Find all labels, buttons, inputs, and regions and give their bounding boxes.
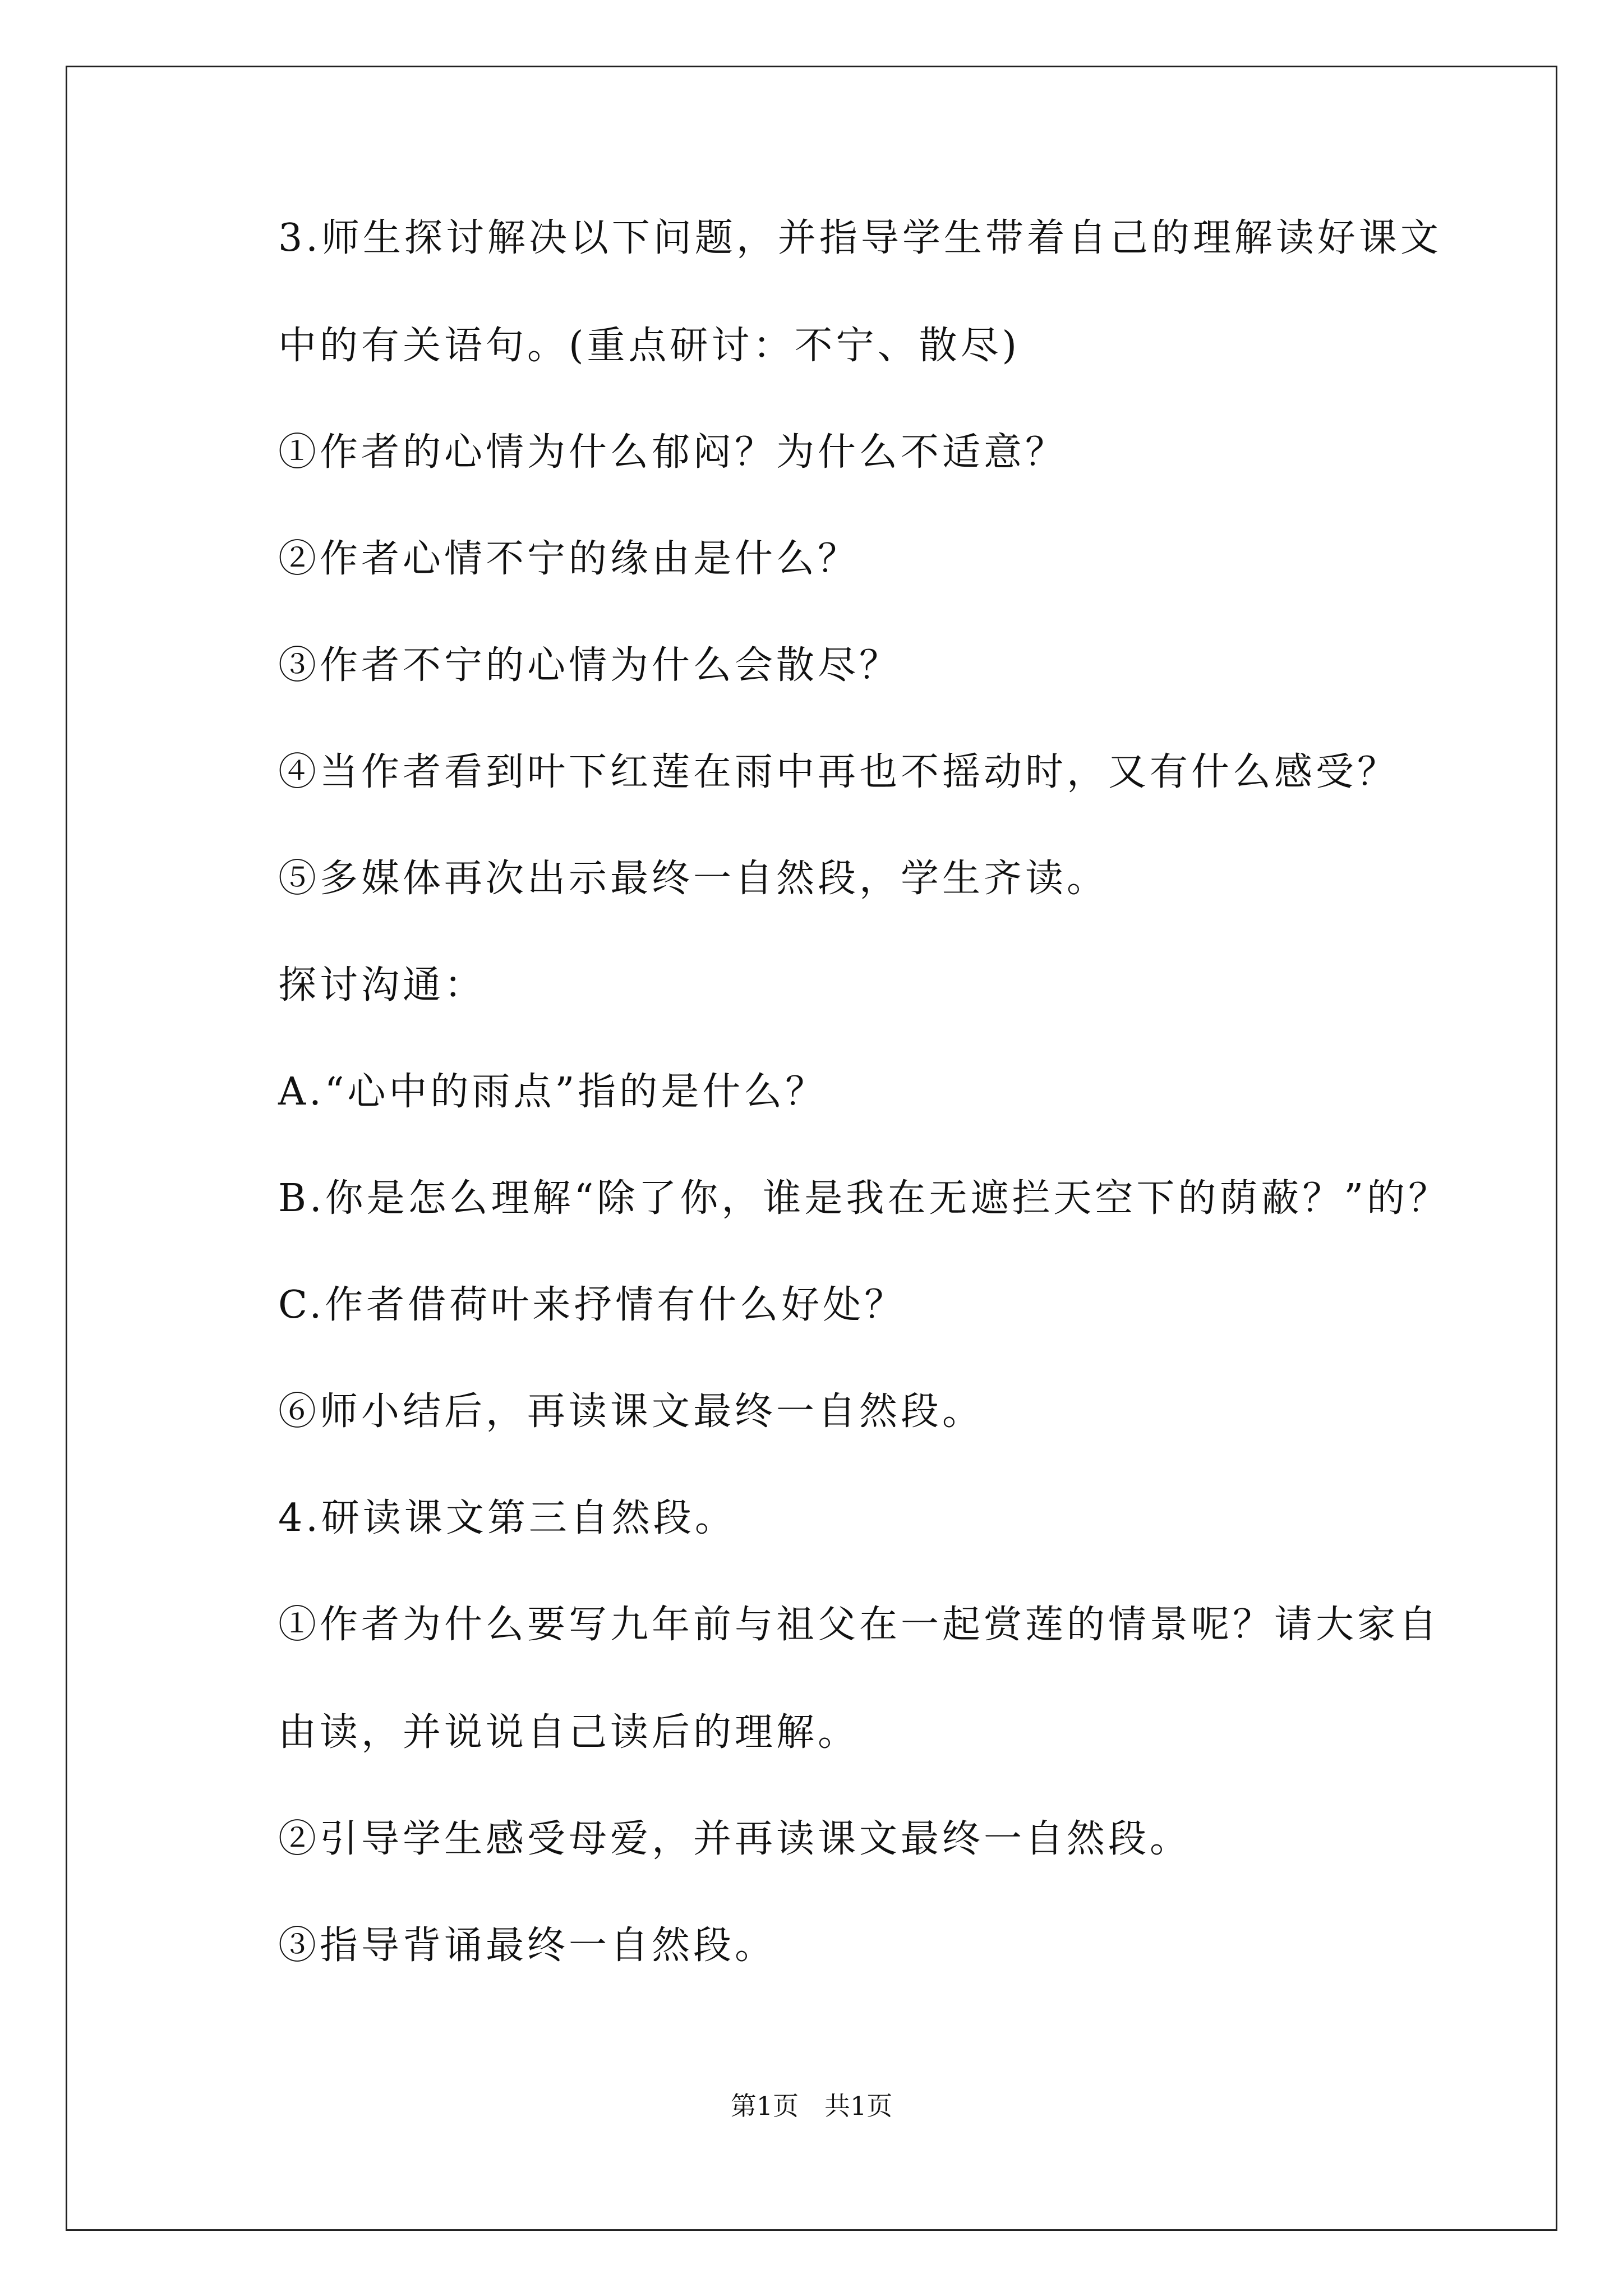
question-4: ④当作者看到叶下红莲在雨中再也不摇动时，又有什么感受？ <box>278 750 1399 794</box>
paragraph-discussion-intro: 3.师生探讨解决以下问题，并指导学生带着自己的理解读好课文中的有关语句。(重点研讨：不宁、散尽) <box>278 216 1442 368</box>
question-5: ⑤多媒体再次出示最终一自然段，学生齐读。 <box>278 857 1109 901</box>
discussion-item-b: B.你是怎么理解“除了你，谁是我在无遮拦天空下的荫蔽？”的？ <box>278 1176 1450 1221</box>
page-footer: 第1页 共1页 <box>730 2091 893 2121</box>
discussion-item-c: C.作者借荷叶来抒情有什么好处？ <box>278 1283 906 1327</box>
question-2: ②作者心情不宁的缘由是什么？ <box>278 537 860 581</box>
section-4-item-1: ①作者为什么要写九年前与祖父在一起赏莲的情景呢？请大家自由读，并说说自己读后的理解。 <box>278 1603 1441 1755</box>
section-4-heading: 4.研读课文第三自然段。 <box>278 1496 736 1540</box>
discussion-heading: 探讨沟通： <box>278 963 486 1007</box>
section-4-item-3: ③指导背诵最终一自然段。 <box>278 1924 777 1968</box>
question-1: ①作者的心情为什么郁闷？为什么不适意？ <box>278 430 1067 475</box>
question-3: ③作者不宁的心情为什么会散尽？ <box>278 643 901 688</box>
question-6: ⑥师小结后，再读课文最终一自然段。 <box>278 1389 984 1434</box>
document-body <box>202 216 1464 2033</box>
discussion-item-a: A.“心中的雨点”指的是什么？ <box>278 1070 827 1114</box>
section-4-item-2: ②引导学生感受母爱，并再读课文最终一自然段。 <box>278 1817 1192 1861</box>
